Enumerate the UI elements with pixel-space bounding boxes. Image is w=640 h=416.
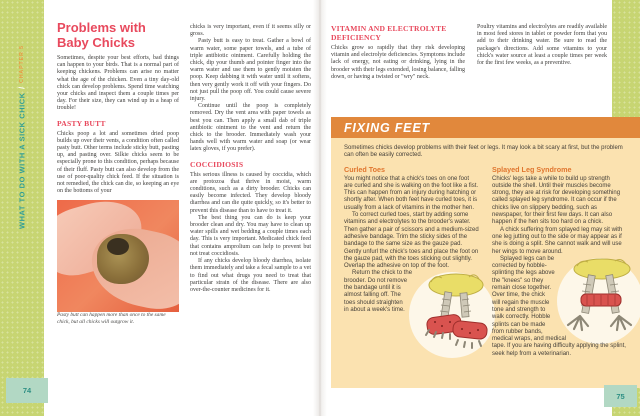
page-number-left: 74 bbox=[6, 378, 48, 403]
body-paragraph: Pasty butt is easy to treat. Gather a bowl of warm water, some paper towels, and a tube of triple antibiotic ointment. Carefully holding the chick, dip your thumb and pointer finger into the warm water and use them to gently moisten the poop. Keep dabbing it with water until it softens, then very gently work it off with your fingers. Do not just pull the poop off. You could cause severe injury. bbox=[190, 38, 311, 103]
fixing-feet-header bbox=[331, 117, 640, 138]
right-page-column-1 bbox=[331, 24, 465, 81]
left-page-column-2 bbox=[190, 24, 311, 294]
chapter-strip-chapter: CHAPTER 5 bbox=[19, 45, 25, 84]
pasty-butt-paragraph: Chicks poop a lot and sometimes dried poop builds up over their vents, a condition often called pasty butt. Other terms include sticky butt, pasting up, and pasting over. Silkie chicks seem to be especially prone to this condition, perhaps because of their fluff. Pasty butt can also develop from the use of poor-quality chick feed. If the situation is not remedied, the chick can die, so keeping an eye on the bottoms of your bbox=[57, 130, 179, 195]
section-heading-vitamin: VITAMIN AND ELECTROLYTE DEFICIENCY bbox=[331, 24, 447, 42]
chapter-strip-separator: / bbox=[17, 86, 27, 90]
book-spine-shadow bbox=[313, 0, 327, 416]
fixing-feet-title: FIXING FEET bbox=[344, 120, 430, 135]
bandaged-feet-illustration bbox=[409, 272, 495, 358]
splayed-leg-column bbox=[492, 165, 627, 359]
fixing-feet-intro: Sometimes chicks develop problems with their feet or legs. It may look a bit scary at first, but the problem can often be easily corrected. bbox=[344, 145, 623, 159]
curled-toes-heading: Curled Toes bbox=[344, 164, 386, 174]
right-page-column-2 bbox=[477, 24, 607, 67]
intro-paragraph: Sometimes, despite your best efforts, bad things can happen to your birds. That is a normal part of keeping chickens. Problems can arise no matter what the age of the chicken. Even a tiny day-old chick can develop problems. Spend time watching your chicks and inspect them a couple times per day. For their size, they can wind up in a heap of trouble! bbox=[57, 55, 179, 112]
page-title: Problems with Baby Chicks bbox=[57, 20, 146, 50]
body-paragraph: The best thing you can do is keep your brooder clean and dry. You may have to clean up water spills and wet bedding a couple times each day. This is very important. Medicated chick feed that contains amprolium can help to prevent but not treat coccidiosis. bbox=[190, 214, 311, 257]
body-paragraph: Continue until the poop is completely removed. Dry the vent area with paper towels as best you can. Then apply a small dab of triple antibiotic ointment to the vent and return the chick to the brooder. Immediately wash your hands well with warm water and soap (or wear latex gloves, if you prefer). bbox=[190, 103, 311, 153]
left-page-column-1 bbox=[57, 20, 179, 326]
pasty-butt-photo bbox=[57, 200, 179, 312]
body-paragraph: chicks is very important, even if it seems silly or gross. bbox=[190, 24, 311, 38]
section-heading-pasty-butt: PASTY BUTT bbox=[57, 118, 106, 128]
curled-toes-paragraph: Return the chick to the brooder. Do not remove the bandage until it is almost falling off. The toes should straighten in about a week's time. bbox=[344, 270, 413, 313]
page-number-right: 75 bbox=[604, 385, 637, 407]
chapter-tab bbox=[0, 14, 44, 229]
splayed-leg-paragraph: A chick suffering from splayed leg may sit with one leg jutting out to the side or may appear as if she is doing a split. She cannot walk and will use her wings to move around. bbox=[492, 226, 623, 255]
body-paragraph: If any chicks develop bloody diarrhea, isolate them immediately and take a fecal sample to a vet to find out what drugs you need to treat that particular strain of the disease. There are also over-the-counter medicines for it. bbox=[190, 258, 311, 293]
curled-toes-paragraph: You might notice that a chick's toes on one foot are curled and she is walking on the foot like a fist. This can happen from an injury during hatching or shortly after. When both feet have curled toes, it is usually from a lack of vitamins in the mother hen. bbox=[344, 175, 479, 211]
curled-toes-column bbox=[344, 165, 479, 359]
body-paragraph: Poultry vitamins and electrolytes are readily available in most feed stores in tablet or powder form that you add to their drinking water. Be sure to read the package's directions. Add some vitamins to your chick's water source at least a couple times per week for the first few weeks, as a preventive. bbox=[477, 24, 607, 67]
body-paragraph: Chicks grow so rapidly that they risk developing vitamin and electrolyte deficiencies. Symptoms include lack of energy, not eating or drinking, lying in the brooder with their legs extended, losing balance, falling down, or having a twisted or "wry" neck. bbox=[331, 45, 465, 80]
fixing-feet-sidebar-box bbox=[331, 117, 640, 388]
curled-toes-paragraph: To correct curled toes, start by adding some vitamins and electrolytes to the brooder's water. Then gather a pair of scissors and a medium-sized adhesive bandage. Trim the sticky sides of the bandage to the same size as the gauze pad. Gently unfurl the chick's toes and place the foot on the gauze pad, with the toes sticking out slightly. Overlap the adhesive on top of the foot. bbox=[344, 212, 479, 270]
splayed-leg-heading: Splayed Leg Syndrome bbox=[492, 164, 572, 174]
photo-caption: Pasty butt can happen more than once to the same chick, but all chicks will outgrow it. bbox=[57, 312, 166, 326]
hobble-splint-illustration bbox=[557, 258, 640, 344]
chapter-strip-title: WHAT TO DO WITH A SICK CHICK bbox=[17, 92, 27, 229]
hobble-splint-icon bbox=[557, 258, 640, 344]
body-paragraph: This serious illness is caused by coccidia, which are protozoa that thrive in moist, warm conditions, such as a dirty brooder. Chicks can easily become infected. They develop bloody diarrhea and can die quite quickly, so it's better to prevent this disease than to have to treat it. bbox=[190, 171, 311, 214]
section-heading-coccidiosis: COCCIDIOSIS bbox=[190, 159, 244, 169]
splayed-leg-paragraph: Splayed legs can be corrected by hobble-splinting the legs above the "knees" so they remain close together. Over time, the chick will regain the muscle tone and strength to walk correctly. Hobble splints can be made from rubber bands, medical wraps, and medical tape. If you are having difficulty applying the splint, seek help from a veterinarian. bbox=[492, 255, 626, 357]
fixing-feet-body bbox=[331, 138, 640, 358]
bandaged-feet-icon bbox=[409, 272, 495, 358]
splayed-leg-paragraph: Chicks' legs take a while to build up strength outside the shell. Until their muscles become strong, they are at risk for developing something called splayed leg syndrome. It can occur if the chicks live on slippery bedding, such as newspaper, for their first few days. It can also happen if the hen sits too hard on a chick. bbox=[492, 175, 621, 226]
